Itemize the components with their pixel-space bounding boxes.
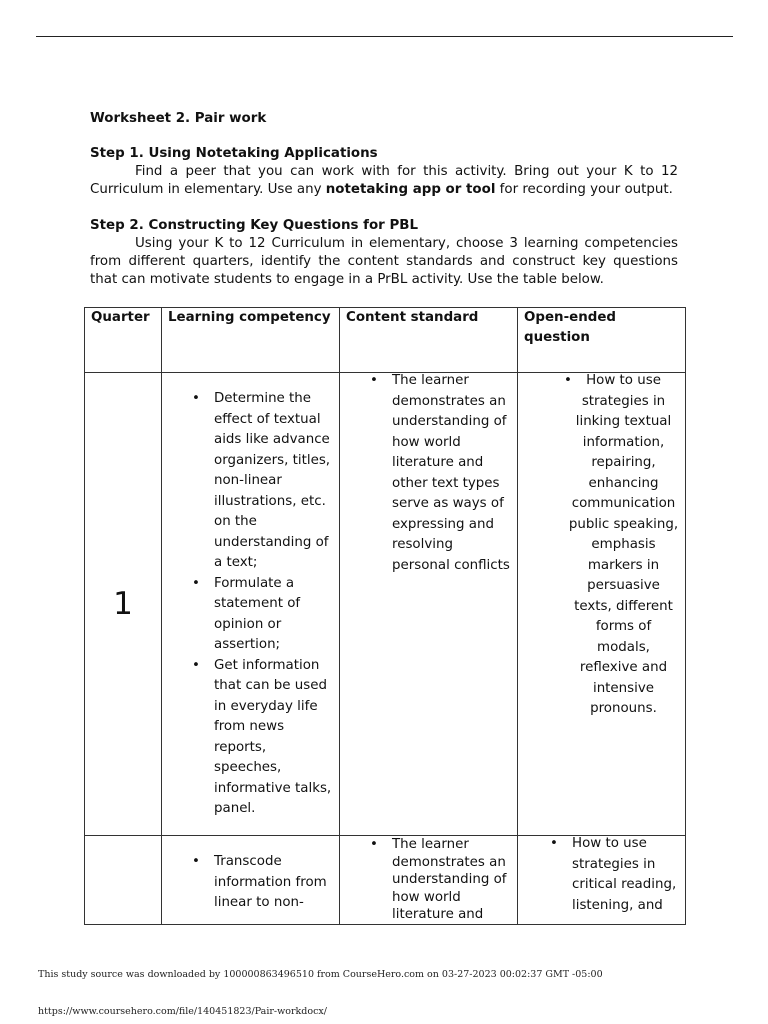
question-cell [518, 836, 686, 925]
list-item: • The learner demonstrates an understanding of how world literature and other text types serve as ways of expressing and resolving personal conflicts [392, 371, 511, 576]
step1-text-after: for recording your output. [495, 182, 673, 197]
list-item: • How to use strategies in critical reading, listening, and [572, 836, 681, 916]
list-item: • How to use strategies in linking textual information, repairing, enhancing communication public speaking, emphasis markers in persuasive texts, different forms of modals, reflexive and intensive pronouns. [568, 371, 679, 720]
quarter-cell: 1 [85, 373, 162, 836]
question-list [568, 371, 679, 720]
list-item: • Get information that can be used in everyday life from news reports, speeches, informative talks, panel. [214, 656, 333, 820]
competency-list [214, 852, 333, 914]
worksheet-body [90, 110, 678, 289]
source-url: https://www.coursehero.com/file/140451823/Pair-workdocx/ [38, 1006, 327, 1017]
step1-text-bold: notetaking app or tool [325, 182, 496, 197]
header-learning-competency: Learning competency [162, 308, 340, 373]
content-standard-list [392, 371, 511, 576]
step2-paragraph: Using your K to 12 Curriculum in elementary, choose 3 learning competencies from different quarters, identify the content standards and construct key questions that can motivate students to engage in a PrBL activity. Use the table below. [90, 236, 678, 287]
competency-cell [162, 836, 340, 925]
competency-list [214, 389, 333, 820]
content-standard-list [392, 836, 511, 924]
table-row [85, 836, 686, 925]
step1-paragraph [90, 163, 678, 199]
header-content-standard: Content standard [340, 308, 518, 373]
list-item: • Transcode information from linear to non- [214, 852, 333, 914]
competency-table [84, 307, 686, 925]
top-rule [36, 36, 733, 37]
list-item: • Formulate a statement of opinion or assertion; [214, 574, 333, 656]
question-cell [518, 373, 686, 836]
download-notice: This study source was downloaded by 100000863496510 from CourseHero.com on 03-27-2023 00:02:37 GMT -05:00 [38, 969, 603, 980]
step1-text-before: Find a peer that you can work with for this activity. Bring out your K to 12 Curriculum in elementary. Use any [90, 164, 678, 197]
table-header-row [85, 308, 686, 373]
quarter-cell [85, 836, 162, 925]
step1-title: Step 1. Using Notetaking Applications [90, 146, 378, 161]
question-list [572, 836, 681, 916]
step2-title: Step 2. Constructing Key Questions for PBL [90, 218, 418, 233]
worksheet-title: Worksheet 2. Pair work [90, 111, 267, 126]
list-item: • Determine the effect of textual aids like advance organizers, titles, non-linear illustrations, etc. on the understanding of a text; [214, 389, 333, 574]
list-item: • The learner demonstrates an understanding of how world literature and [392, 836, 511, 924]
table-row [85, 373, 686, 836]
competency-cell [162, 373, 340, 836]
content-standard-cell [340, 836, 518, 925]
content-standard-cell [340, 373, 518, 836]
header-open-ended-question: Open-ended question [518, 308, 686, 373]
header-quarter: Quarter [85, 308, 162, 373]
